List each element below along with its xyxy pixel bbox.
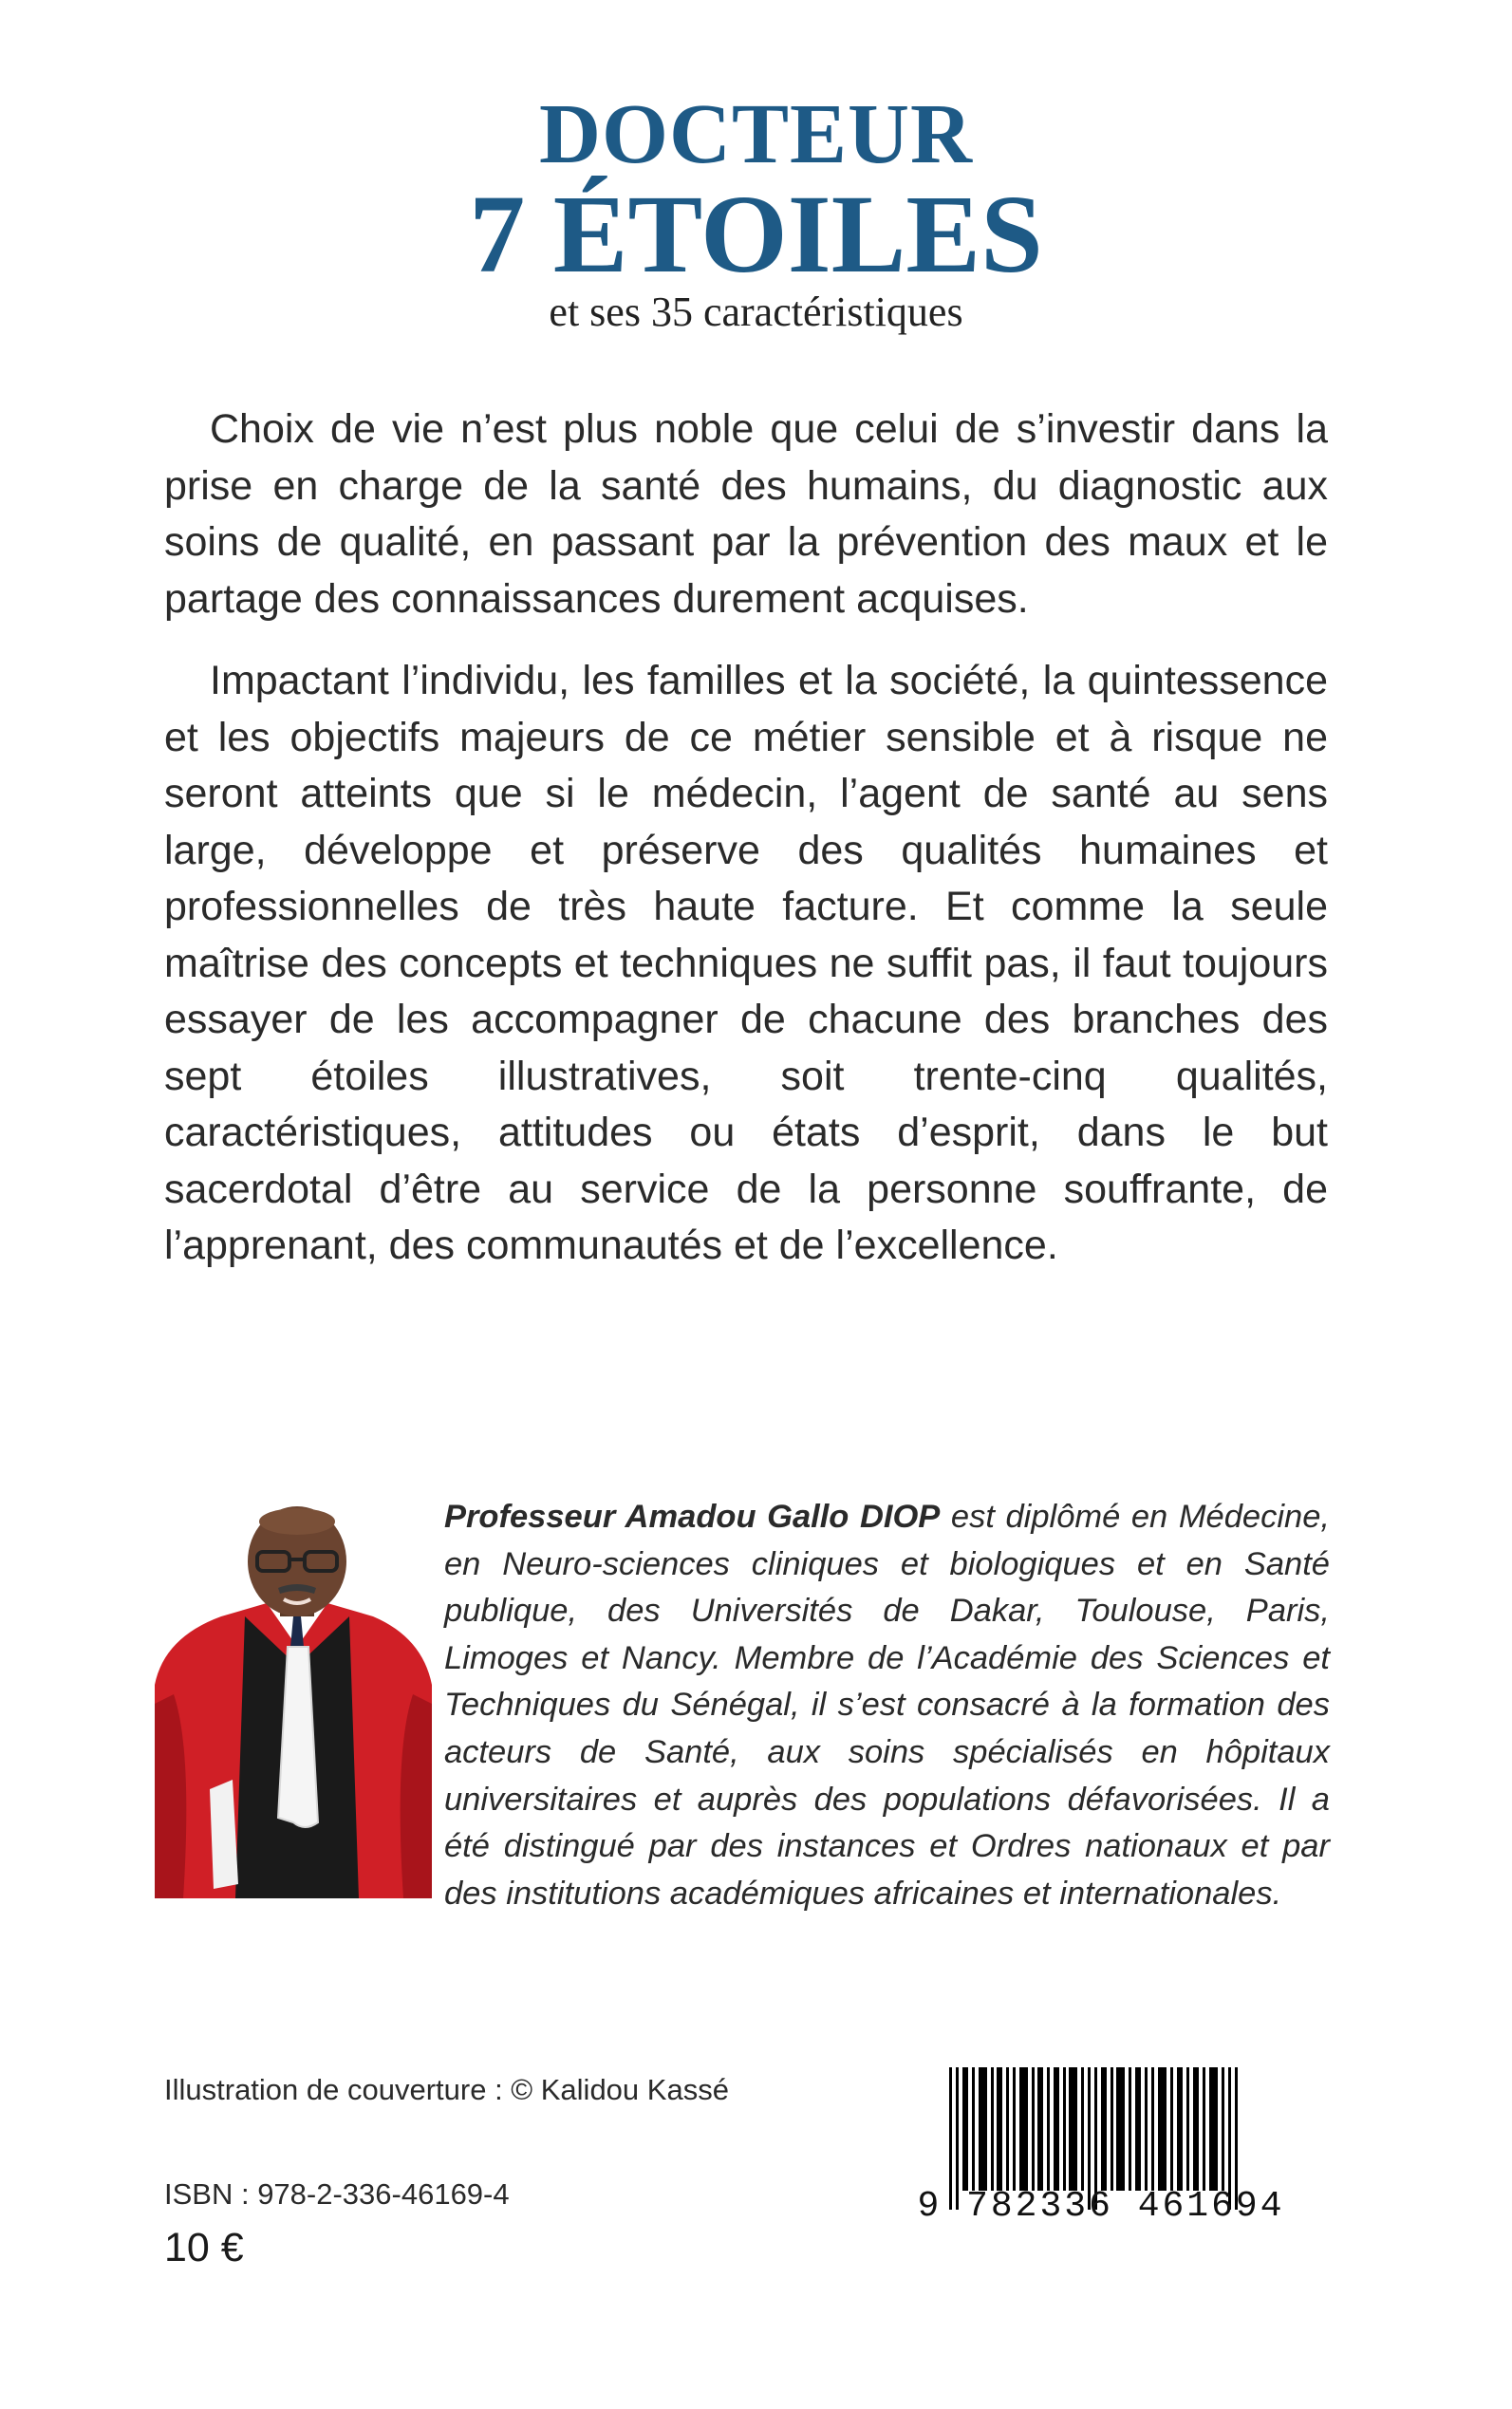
title-line-2: 7 ÉTOILES: [469, 172, 1043, 296]
book-subtitle: et ses 35 caractéristiques: [549, 289, 963, 335]
title-line-1: DOCTEUR: [538, 87, 974, 181]
summary-paragraph-1: Choix de vie n’est plus noble que celui de s’investir dans la prise en charge de la santé des humains, du diagnostic aux soins de qualité, en passant par la prévention des maux et le partage des connaissances durement acquises.: [164, 406, 1328, 622]
book-summary: [164, 402, 1328, 1300]
summary-paragraph-2: Impactant l’individu, les familles et la société, la quintessence et les objectifs majeurs de ce métier sensible et à risque ne seront atteints que si le médecin, l’agent de santé au sens large, développe et préserve des qualités humaines et professionnelles de très haute facture. Et comme la seule maîtrise des concepts et techniques ne suffit pas, il faut toujours essayer de les accompagner de chacune des branches des sept étoiles illustratives, soit trente-cinq qualités, caractéristiques, attitudes ou états d’esprit, dans le but sacerdotal d’être au service de la personne souffrante, de l’apprenant, des communautés et de l’excellence.: [164, 658, 1328, 1268]
price: 10 €: [164, 2225, 244, 2270]
book-title: [0, 87, 1512, 338]
author-bio: [444, 1494, 1330, 1917]
barcode-number: 9 782336 461694: [917, 2186, 1285, 2227]
author-bio-text: est diplômé en Médecine, en Neuro-sciences cliniques et biologiques et en Santé publique, des Universités de Dakar, Toulouse, Paris, Limoges et Nancy. Membre de l’Académie des Sciences et Techniques du Sénégal, il s’est consacré à la formation des acteurs de Santé, aux soins spécialisés en hôpitaux universitaires et auprès des populations défavorisées. Il a été distingué par des instances et Ordres nationaux et par des institutions académiques africaines et internationales.: [444, 1499, 1330, 1912]
cover-illustration-credit: Illustration de couverture : © Kalidou Kassé: [164, 2073, 729, 2106]
author-photo: [155, 1504, 432, 1898]
author-name: Professeur Amadou Gallo DIOP: [444, 1499, 941, 1535]
isbn-number: ISBN : 978-2-336-46169-4: [164, 2177, 510, 2211]
